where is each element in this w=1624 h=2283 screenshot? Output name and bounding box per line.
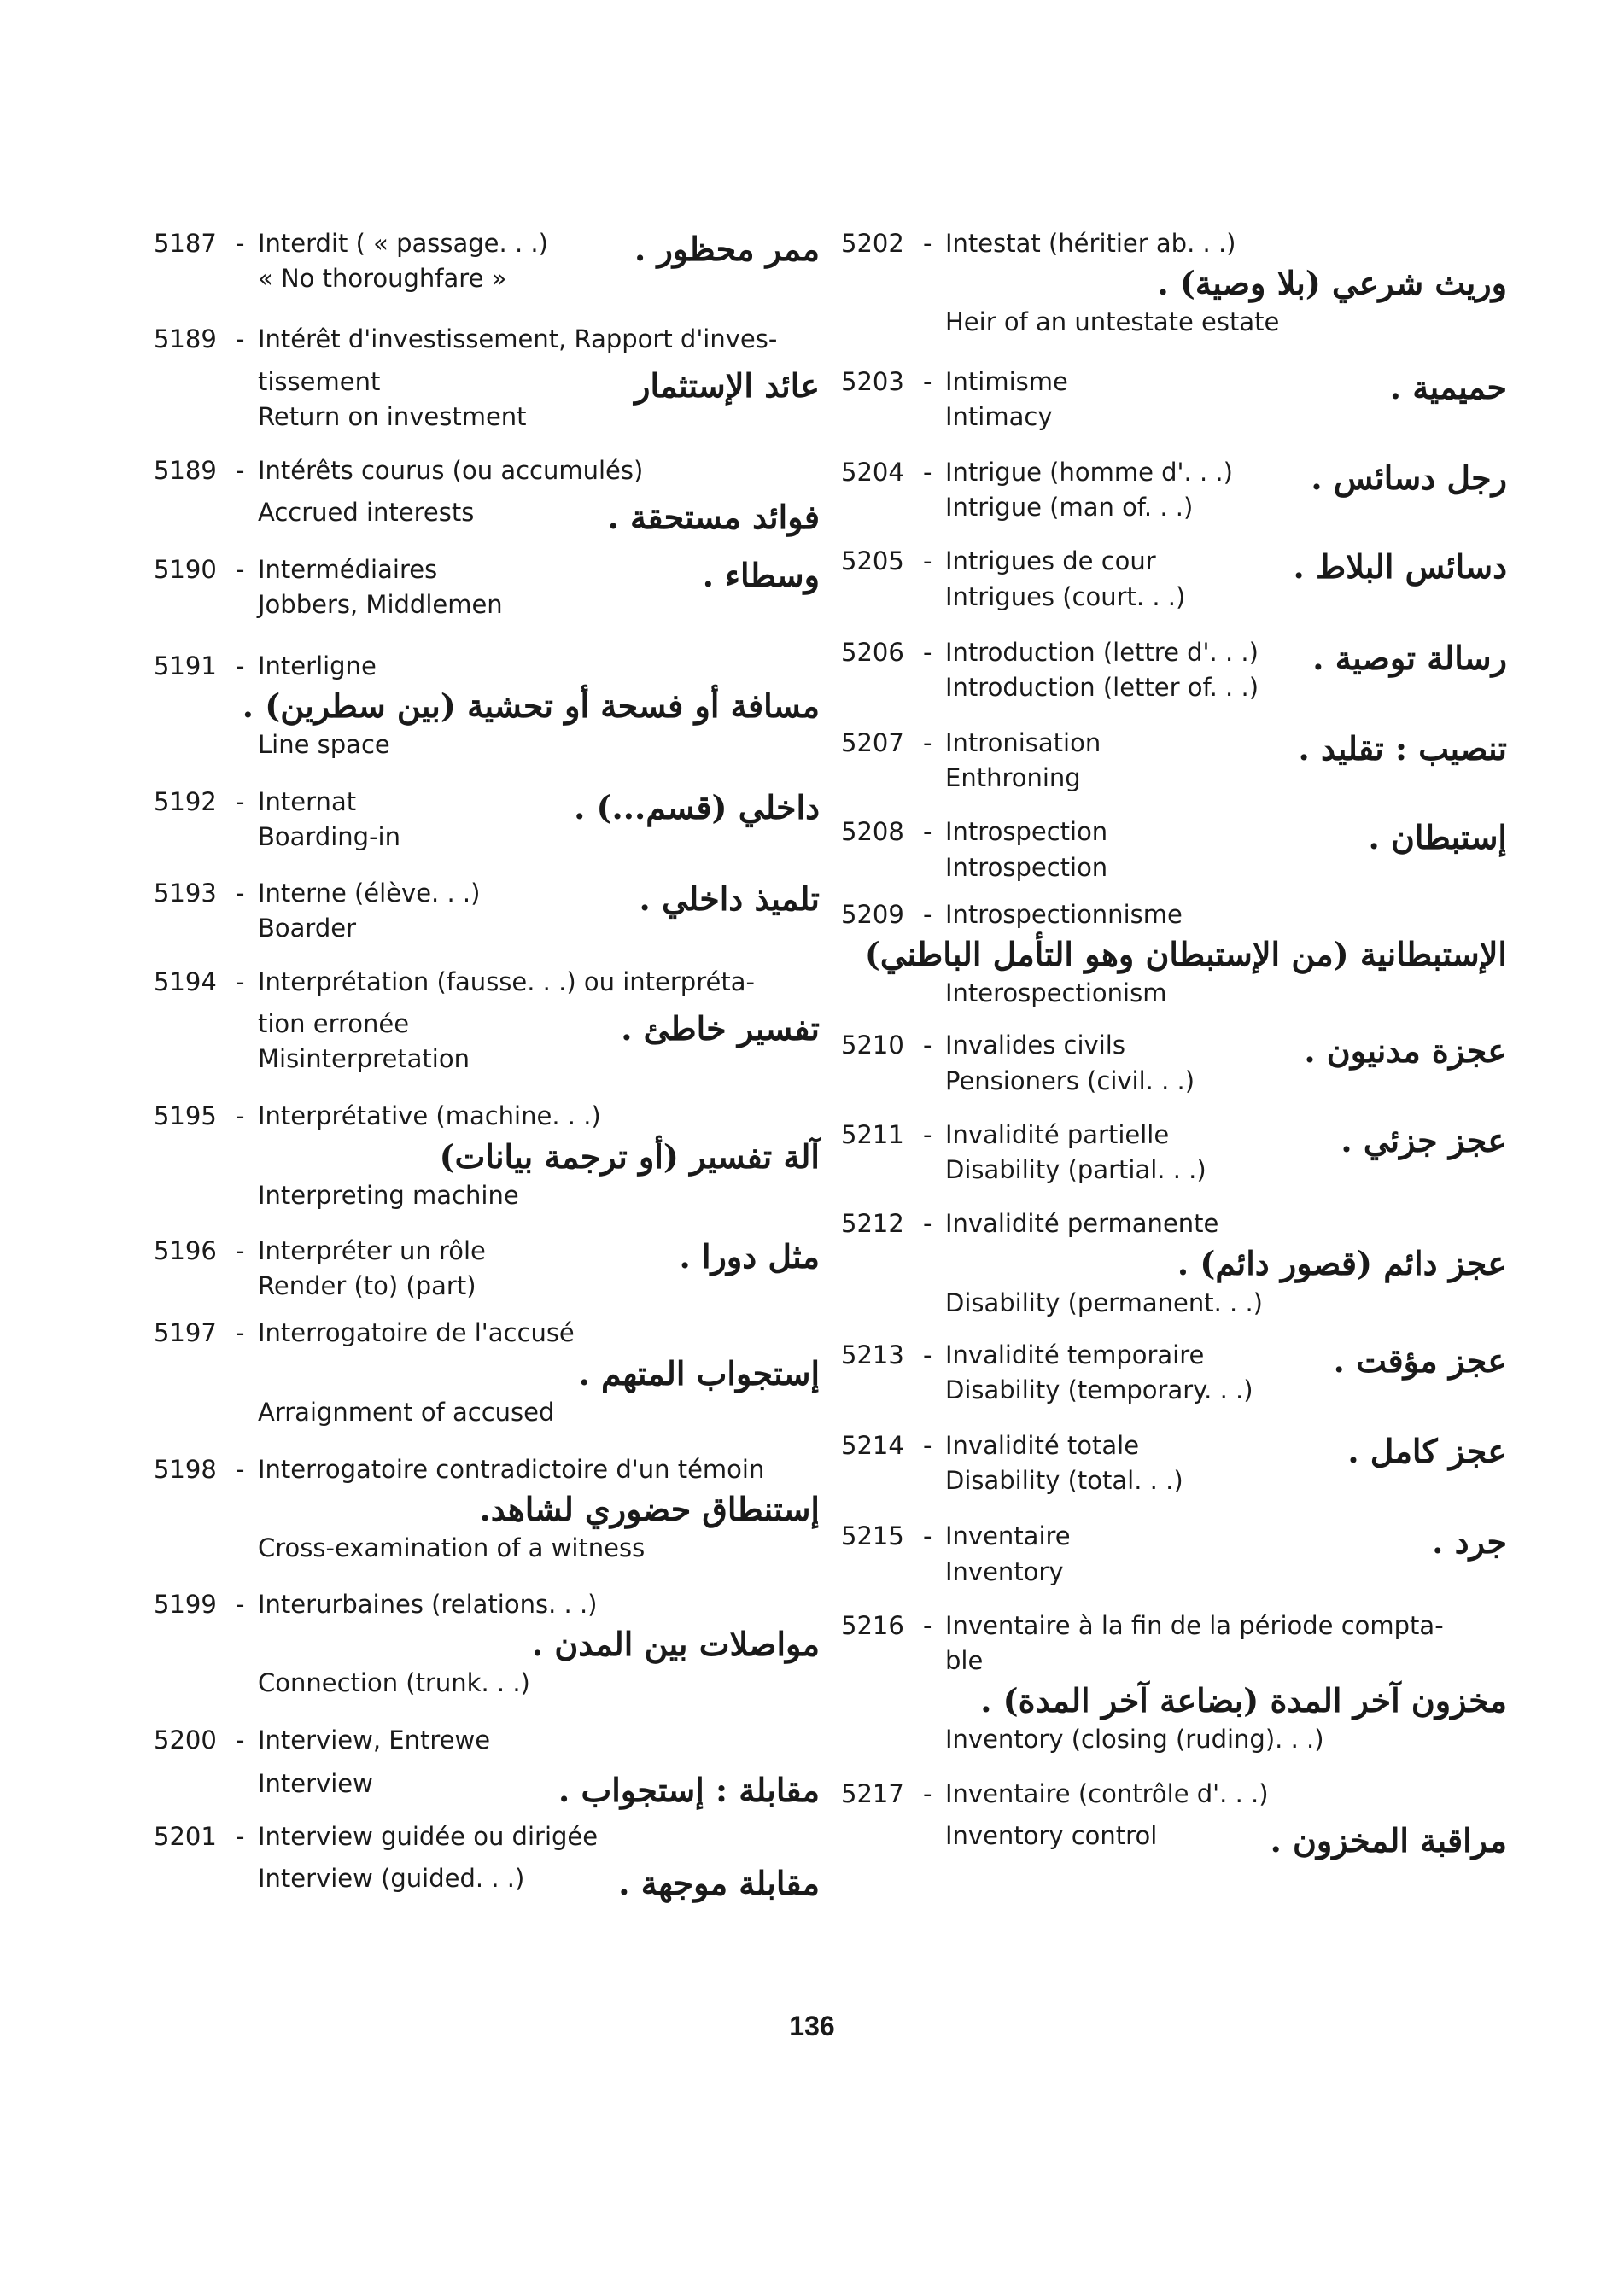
entry-5216 [841, 1609, 1507, 1758]
entry-english: Render (to) (part) [258, 1271, 476, 1301]
entry-arabic: داخلي (قسم...) . [574, 788, 820, 827]
entry-french-continued: tion erronée [258, 1009, 410, 1039]
entry-5208 [841, 815, 1507, 885]
entry-number: 5205 [841, 546, 904, 576]
entry-arabic: وريث شرعي (بلا وصية) . [1157, 264, 1507, 303]
entry-arabic: تنصيب : تقليد . [1298, 729, 1507, 768]
entry-arabic: حميمية . [1389, 367, 1507, 406]
entry-french: Interrogatoire contradictoire d'un témoin [258, 1455, 765, 1485]
entry-dash: - [236, 455, 245, 485]
entry-dash: - [923, 1340, 932, 1369]
entry-english: « No thoroughfare » [258, 264, 507, 294]
entry-english: Intrigue (man of. . .) [945, 493, 1194, 523]
entry-number: 5200 [154, 1725, 217, 1755]
entry-english: Inventory (closing (ruding). . .) [945, 1725, 1324, 1755]
entry-english: Disability (temporary. . .) [945, 1375, 1253, 1404]
entry-5198 [154, 1452, 820, 1567]
entry-dash: - [236, 1821, 245, 1851]
entry-english: Interospectionism [945, 978, 1167, 1008]
entry-5193 [154, 876, 820, 946]
entry-arabic: رسالة توصية . [1312, 638, 1507, 677]
entry-dash: - [236, 651, 245, 680]
entry-dash: - [923, 1521, 932, 1551]
entry-french: Invalidité permanente [945, 1209, 1219, 1239]
entry-number: 5206 [841, 637, 904, 667]
entry-dash: - [923, 1031, 932, 1060]
entry-english: Introduction (letter of. . .) [945, 672, 1259, 702]
entry-5201 [154, 1819, 820, 1902]
entry-dash: - [923, 899, 932, 929]
entry-dash: - [236, 787, 245, 817]
entry-french: Interligne [258, 651, 377, 680]
entry-arabic: دسائس البلاط . [1293, 547, 1507, 587]
entry-number: 5195 [154, 1101, 217, 1131]
entry-dash: - [923, 1610, 932, 1640]
entry-dash: - [236, 555, 245, 585]
entry-english: Interview (guided. . .) [258, 1863, 525, 1893]
entry-english: Inventory [945, 1556, 1064, 1586]
entry-french: Interprétative (machine. . .) [258, 1101, 601, 1131]
entry-english: Boarding-in [258, 822, 400, 852]
entry-5196 [154, 1234, 820, 1304]
entry-number: 5215 [841, 1521, 904, 1551]
entry-french: Invalides civils [945, 1031, 1125, 1060]
entry-number: 5204 [841, 457, 904, 487]
entry-english: Inventory control [945, 1820, 1158, 1850]
entry-french: Interpréter un rôle [258, 1236, 486, 1266]
entry-dash: - [923, 1119, 932, 1149]
entry-dash: - [923, 817, 932, 847]
entry-french: Interview, Entrewe [258, 1725, 491, 1755]
entry-arabic: مقابلة موجهة . [618, 1863, 820, 1902]
entry-french: Internat [258, 787, 357, 817]
entry-english: Interview [258, 1769, 373, 1799]
entry-arabic: مثل دورا . [679, 1237, 820, 1276]
entry-english: Pensioners (civil. . .) [945, 1066, 1195, 1095]
entry-french: Interurbaines (relations. . .) [258, 1589, 598, 1619]
entry-english: Cross-examination of a witness [258, 1533, 646, 1563]
entry-english: Accrued interests [258, 498, 475, 528]
entry-dash: - [236, 966, 245, 996]
entry-5203 [841, 365, 1507, 435]
entry-arabic: إستبطان . [1368, 818, 1507, 857]
entry-french: Intrigue (homme d'. . .) [945, 457, 1233, 487]
entry-number: 5208 [841, 817, 904, 847]
entry-arabic: وسطاء . [702, 556, 820, 595]
entry-dash: - [923, 637, 932, 667]
entry-english: Line space [258, 730, 390, 760]
entry-arabic: عجزة مدنيون . [1304, 1031, 1507, 1071]
entry-number: 5187 [154, 229, 217, 258]
entry-arabic: مقابلة : إستجواب . [558, 1771, 820, 1810]
entry-english: Enthroning [945, 763, 1081, 793]
entry-dash: - [923, 728, 932, 758]
entry-5195 [154, 1099, 820, 1213]
entry-english: Boarder [258, 913, 356, 943]
entry-english: Return on investment [258, 401, 527, 431]
entry-english: Disability (partial. . .) [945, 1154, 1206, 1184]
entry-french: Introduction (lettre d'. . .) [945, 637, 1259, 667]
entry-dash: - [923, 457, 932, 487]
entry-number: 5191 [154, 651, 217, 680]
entry-english: Intimacy [945, 401, 1053, 431]
entry-number: 5216 [841, 1610, 904, 1640]
entry-dash: - [236, 1236, 245, 1266]
entry-french: Intérêt d'investissement, Rapport d'inves- [258, 324, 778, 354]
entry-dash: - [923, 229, 932, 258]
entry-dash: - [923, 1431, 932, 1461]
entry-french: Invalidité partielle [945, 1119, 1170, 1149]
left-column [154, 226, 820, 1902]
entry-arabic: رجل دسائس . [1311, 458, 1507, 497]
entry-number: 5189 [154, 324, 217, 354]
right-column [841, 226, 1507, 1860]
entry-arabic: عجز دائم (قصور دائم) . [1177, 1244, 1507, 1283]
entry-french: Intimisme [945, 366, 1068, 396]
entry-dash: - [923, 1778, 932, 1808]
entry-5207 [841, 726, 1507, 796]
entry-5190 [154, 552, 820, 622]
entry-5217 [841, 1777, 1507, 1860]
entry-5204 [841, 455, 1507, 525]
entry-number: 5214 [841, 1431, 904, 1461]
entry-5199 [154, 1587, 820, 1702]
entry-number: 5210 [841, 1031, 904, 1060]
entry-french: Interdit ( « passage. . .) [258, 229, 548, 258]
entry-arabic: إستنطاق حضوري لشاهد. [479, 1490, 820, 1529]
entry-5213 [841, 1338, 1507, 1408]
entry-5197 [154, 1316, 820, 1430]
entry-english: Connection (trunk. . .) [258, 1668, 530, 1698]
entry-arabic: مراقبة المخزون . [1270, 1820, 1507, 1860]
entry-5210 [841, 1028, 1507, 1098]
entry-arabic: عائد الإستثمار [634, 366, 820, 406]
entry-arabic: جرد . [1432, 1522, 1507, 1562]
entry-arabic: آلة تفسير (أو ترجمة بيانات) [439, 1136, 820, 1176]
entry-arabic: عجز مؤقت . [1333, 1340, 1507, 1380]
entry-english: Intrigues (court. . .) [945, 581, 1186, 611]
entry-dash: - [236, 229, 245, 258]
entry-dash: - [236, 1589, 245, 1619]
entry-dash: - [236, 1455, 245, 1485]
entry-5206 [841, 635, 1507, 705]
entry-number: 5213 [841, 1340, 904, 1369]
entry-english: Arraignment of accused [258, 1397, 555, 1427]
entry-dash: - [923, 1209, 932, 1239]
entry-number: 5199 [154, 1589, 217, 1619]
entry-arabic: عجز كامل . [1347, 1432, 1507, 1471]
entry-5215 [841, 1519, 1507, 1589]
entry-english: Misinterpretation [258, 1044, 470, 1074]
entry-arabic: إستجواب المتهم . [578, 1353, 820, 1393]
entry-5209 [841, 897, 1507, 1012]
entry-french: Introspectionnisme [945, 899, 1183, 929]
entry-5191 [154, 649, 820, 763]
entry-number: 5197 [154, 1318, 217, 1348]
entry-5192 [154, 785, 820, 855]
entry-french: Interview guidée ou dirigée [258, 1821, 599, 1851]
entry-5189-a [154, 322, 820, 435]
entry-french-continued: tissement [258, 366, 381, 396]
entry-dash: - [236, 324, 245, 354]
entry-dash: - [923, 366, 932, 396]
entry-dash: - [236, 1725, 245, 1755]
entry-french: Inventaire [945, 1521, 1071, 1551]
entry-number: 5209 [841, 899, 904, 929]
entry-french-continued: ble [945, 1645, 984, 1675]
entry-dash: - [236, 878, 245, 908]
entry-dash: - [236, 1318, 245, 1348]
entry-french: Interrogatoire de l'accusé [258, 1318, 575, 1348]
entry-number: 5190 [154, 555, 217, 585]
entry-5189-b [154, 453, 820, 536]
entry-number: 5193 [154, 878, 217, 908]
entry-number: 5198 [154, 1455, 217, 1485]
entry-english: Heir of an untestate estate [945, 307, 1280, 337]
entry-arabic: تفسير خاطئ . [621, 1008, 820, 1048]
entry-arabic: تلميذ داخلي . [639, 879, 820, 918]
entry-english: Interpreting machine [258, 1180, 519, 1210]
entry-arabic: مخزون آخر المدة (بضاعة آخر المدة) . [980, 1681, 1507, 1720]
entry-french: Invalidité temporaire [945, 1340, 1205, 1369]
entry-number: 5212 [841, 1209, 904, 1239]
entry-5187 [154, 226, 820, 296]
entry-5202 [841, 226, 1507, 341]
entry-number: 5194 [154, 966, 217, 996]
entry-french: Inventaire (contrôle d'. . .) [945, 1778, 1269, 1808]
entry-number: 5217 [841, 1778, 904, 1808]
entry-english: Disability (permanent. . .) [945, 1287, 1263, 1317]
entry-english: Disability (total. . .) [945, 1466, 1183, 1496]
entry-number: 5192 [154, 787, 217, 817]
entry-english: Jobbers, Middlemen [258, 590, 503, 620]
entry-5200 [154, 1723, 820, 1810]
entry-number: 5203 [841, 366, 904, 396]
entry-arabic: ممر محظور . [634, 230, 820, 268]
entry-english: Introspection [945, 852, 1108, 882]
entry-arabic: مواصلات بين المدن . [531, 1624, 820, 1663]
entry-french: Invalidité totale [945, 1431, 1140, 1461]
entry-5214 [841, 1428, 1507, 1498]
entry-number: 5196 [154, 1236, 217, 1266]
entry-french: Interprétation (fausse. . .) ou interpréta- [258, 966, 755, 996]
entry-french: Intronisation [945, 728, 1101, 758]
entry-dash: - [236, 1101, 245, 1131]
entry-arabic: عجز جزئي . [1341, 1120, 1507, 1159]
entry-french: Inventaire à la fin de la période compta- [945, 1610, 1444, 1640]
entry-french: Interne (élève. . .) [258, 878, 481, 908]
entry-number: 5189 [154, 455, 217, 485]
entry-number: 5202 [841, 229, 904, 258]
entry-arabic: مسافة أو فسحة أو تحشية (بين سطرين) . [242, 686, 820, 725]
entry-number: 5201 [154, 1821, 217, 1851]
entry-french: Intrigues de cour [945, 546, 1156, 576]
entry-5212 [841, 1206, 1507, 1321]
entry-5211 [841, 1118, 1507, 1188]
entry-french: Introspection [945, 817, 1108, 847]
entry-number: 5207 [841, 728, 904, 758]
entry-dash: - [923, 546, 932, 576]
entry-arabic: فوائد مستحقة . [607, 497, 820, 536]
entry-5205 [841, 544, 1507, 614]
entry-arabic: الإستبطانية (من الإستبطان وهو التأمل الباطني) [864, 934, 1507, 973]
entry-number: 5211 [841, 1119, 904, 1149]
entry-french: Intérêts courus (ou accumulés) [258, 455, 644, 485]
entry-5194 [154, 965, 820, 1077]
page-number: 136 [789, 2011, 835, 2041]
entry-french: Intermédiaires [258, 555, 438, 585]
entry-french: Intestat (héritier ab. . .) [945, 229, 1236, 258]
